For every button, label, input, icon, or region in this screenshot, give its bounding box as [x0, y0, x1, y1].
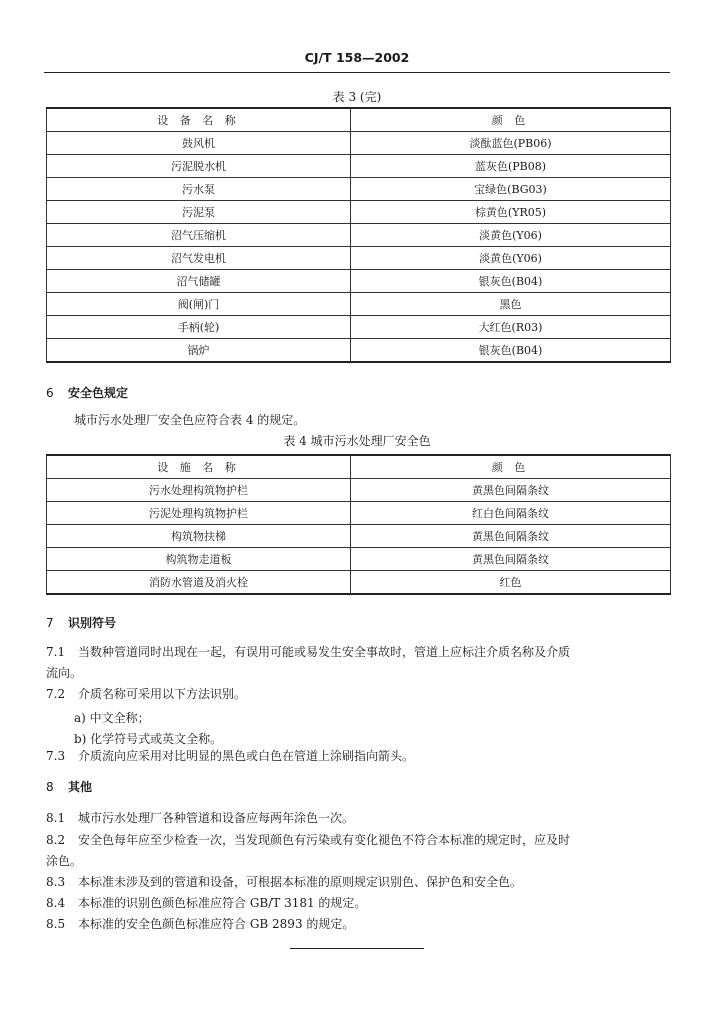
- header-rule: [44, 72, 670, 73]
- clause-number: 7.3: [46, 749, 66, 763]
- standard-code: CJ/T 158—2002: [304, 50, 410, 65]
- clause-number: 8.2: [46, 833, 66, 847]
- facility-name: 消防水管道及消火栓: [47, 571, 351, 595]
- table-row: [47, 224, 671, 247]
- section-6-heading: [46, 384, 128, 401]
- clause-text: 本标准的识别色颜色标准应符合 GB/T 3181 的规定。: [78, 896, 367, 910]
- clause-text: 介质名称可采用以下方法识别。: [78, 687, 247, 701]
- table-row: [47, 525, 671, 548]
- table4: [46, 454, 671, 595]
- clause-text-continued: 涂色。: [46, 854, 83, 868]
- equipment-name: 阀(闸)门: [47, 293, 351, 316]
- table-row: [47, 270, 671, 293]
- table-row: [47, 201, 671, 224]
- paragraph-7-2: [46, 684, 666, 705]
- paragraph-7-1: [46, 642, 666, 684]
- clause-number: 8.5: [46, 917, 66, 931]
- equipment-name: 污泥泵: [47, 201, 351, 224]
- clause-text: 本标准的安全色颜色标准应符合 GB 2893 的规定。: [78, 917, 355, 931]
- table-row: [47, 178, 671, 201]
- equipment-color: 黑色: [351, 293, 671, 316]
- table3-caption: 表 3 (完): [332, 90, 382, 104]
- section-7-title: 识别符号: [68, 616, 117, 630]
- equipment-color: 棕黄色(YR05): [351, 201, 671, 224]
- table-row: [47, 293, 671, 316]
- equipment-color: 宝绿色(BG03): [351, 178, 671, 201]
- clause-number: 7.2: [46, 687, 66, 701]
- clause-number: 7.1: [46, 645, 66, 659]
- table-row: [47, 479, 671, 502]
- clause-text: 当数种管道同时出现在一起，有误用可能或易发生安全事故时，管道上应标注介质名称及介质: [78, 645, 571, 659]
- section-6-title: 安全色规定: [68, 386, 129, 400]
- clause-text: 城市污水处理厂各种管道和设备应每两年涂色一次。: [78, 811, 355, 825]
- table4-header-row: [47, 455, 671, 479]
- table3-col-header-color: 颜 色: [351, 108, 671, 132]
- facility-color: 黄黑色间隔条纹: [351, 548, 671, 571]
- equipment-name: 鼓风机: [47, 132, 351, 155]
- equipment-color: 蓝灰色(PB08): [351, 155, 671, 178]
- facility-color: 黄黑色间隔条纹: [351, 525, 671, 548]
- clause-number: 8.4: [46, 896, 66, 910]
- clause-number: 8.1: [46, 811, 66, 825]
- end-rule: [290, 948, 424, 949]
- section-8-title: 其他: [68, 780, 93, 794]
- table-row: [47, 548, 671, 571]
- section-7-number: 7: [46, 616, 54, 630]
- table-row: [47, 316, 671, 339]
- list-item-a: a) 中文全称；: [74, 711, 150, 725]
- equipment-name: 沼气发电机: [47, 247, 351, 270]
- paragraph-8-2: [46, 830, 666, 872]
- facility-color: 红色: [351, 571, 671, 595]
- equipment-color: 淡黄色(Y06): [351, 224, 671, 247]
- table3-header-row: [47, 108, 671, 132]
- equipment-color: 银灰色(B04): [351, 339, 671, 363]
- paragraph-8-3: [46, 872, 666, 893]
- facility-color: 黄黑色间隔条纹: [351, 479, 671, 502]
- paragraph-8-5: [46, 914, 666, 935]
- paragraph-8-1: [46, 808, 666, 829]
- table4-caption: 表 4 城市污水处理厂安全色: [283, 434, 431, 448]
- equipment-name: 沼气储罐: [47, 270, 351, 293]
- paragraph-7-3: [46, 746, 666, 767]
- clause-text: 安全色每年应至少检查一次，当发现颜色有污染或有变化褪色不符合本标准的规定时，应及时: [78, 833, 571, 847]
- section-7-heading: [46, 614, 116, 631]
- section-6-number: 6: [46, 386, 54, 400]
- table4-col-header-color: 颜 色: [351, 455, 671, 479]
- clause-text: 介质流向应采用对比明显的黑色或白色在管道上涂刷指向箭头。: [78, 749, 415, 763]
- section-8-number: 8: [46, 780, 54, 794]
- table3-col-header-name: 设 备 名 称: [47, 108, 351, 132]
- equipment-color: 大红色(R03): [351, 316, 671, 339]
- table-row: [47, 132, 671, 155]
- equipment-name: 沼气压缩机: [47, 224, 351, 247]
- section-8-heading: [46, 778, 92, 795]
- table-row: [47, 571, 671, 595]
- table-row: [47, 502, 671, 525]
- clause-text: 本标准未涉及到的管道和设备，可根据本标准的原则规定识别色、保护色和安全色。: [78, 875, 523, 889]
- equipment-name: 手柄(轮): [47, 316, 351, 339]
- table-row: [47, 247, 671, 270]
- facility-name: 污泥处理构筑物护栏: [47, 502, 351, 525]
- table-row: [47, 155, 671, 178]
- facility-color: 红白色间隔条纹: [351, 502, 671, 525]
- list-item-b: b) 化学符号式或英文全称。: [74, 732, 223, 746]
- clause-text-continued: 流向。: [46, 666, 83, 680]
- table3: [46, 107, 671, 363]
- equipment-name: 污水泵: [47, 178, 351, 201]
- clause-number: 8.3: [46, 875, 66, 889]
- facility-name: 污水处理构筑物护栏: [47, 479, 351, 502]
- table-row: [47, 339, 671, 363]
- paragraph-8-4: [46, 893, 666, 914]
- equipment-color: 淡酞蓝色(PB06): [351, 132, 671, 155]
- equipment-color: 淡黄色(Y06): [351, 247, 671, 270]
- facility-name: 构筑物扶梯: [47, 525, 351, 548]
- equipment-name: 锅炉: [47, 339, 351, 363]
- equipment-name: 污泥脱水机: [47, 155, 351, 178]
- table4-col-header-name: 设 施 名 称: [47, 455, 351, 479]
- facility-name: 构筑物走道板: [47, 548, 351, 571]
- equipment-color: 银灰色(B04): [351, 270, 671, 293]
- section-6-intro: 城市污水处理厂安全色应符合表 4 的规定。: [74, 413, 306, 427]
